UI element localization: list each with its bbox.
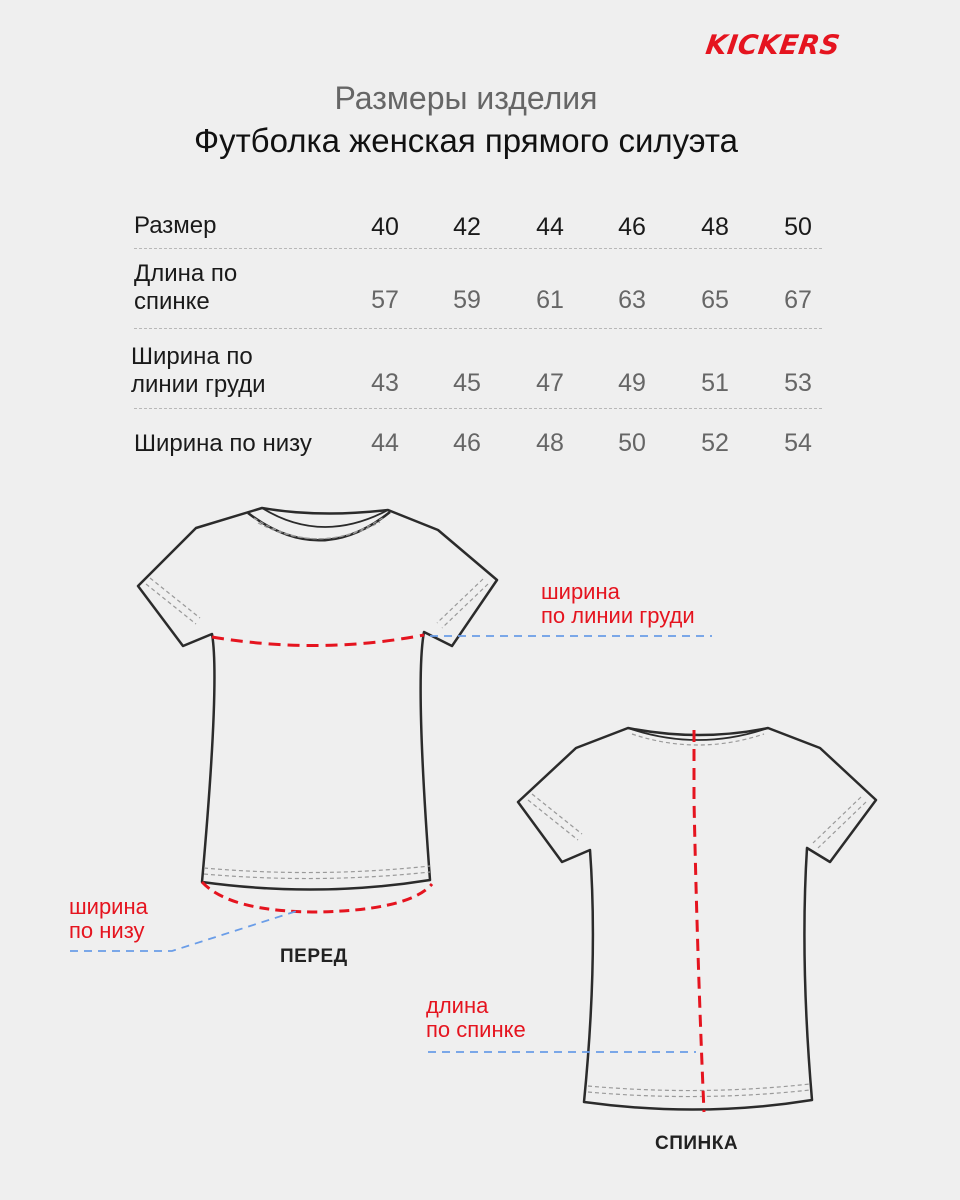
chest-width-annotation	[541, 580, 695, 628]
table-cell: 65	[701, 286, 729, 314]
size-header-cell: 48	[701, 213, 729, 241]
front-tshirt-drawing	[138, 508, 497, 890]
hem-width-annotation	[69, 895, 148, 943]
annotation-line: по низу	[69, 918, 145, 943]
table-cell: 61	[536, 286, 564, 314]
row-label-line: спинке	[134, 288, 210, 315]
table-cell: 45	[453, 369, 481, 397]
annotation-line: по спинке	[426, 1017, 526, 1042]
annotation-line: длина	[426, 993, 489, 1018]
table-cell: 50	[618, 429, 646, 457]
table-cell: 49	[618, 369, 646, 397]
front-view-label: ПЕРЕД	[280, 946, 348, 967]
page-subtitle: Размеры изделия	[334, 80, 598, 116]
table-cell: 51	[701, 369, 729, 397]
table-cell: 47	[536, 369, 564, 397]
size-header-cell: 42	[453, 213, 481, 241]
table-cell: 63	[618, 286, 646, 314]
back-length-annotation	[426, 994, 526, 1042]
page-title: Футболка женская прямого силуэта	[193, 122, 738, 159]
annotation-line: ширина	[69, 894, 148, 919]
annotation-line: ширина	[541, 579, 620, 604]
table-cell: 46	[453, 429, 481, 457]
table-cell: 52	[701, 429, 729, 457]
size-header-label: Размер	[134, 212, 217, 239]
table-cell: 54	[784, 429, 812, 457]
size-header-cell: 50	[784, 213, 812, 241]
table-cell: 44	[371, 429, 399, 457]
table-cell: 57	[371, 286, 399, 314]
back-view-label: СПИНКА	[655, 1133, 739, 1154]
row-label-line: линии груди	[131, 371, 266, 398]
table-cell: 67	[784, 286, 812, 314]
row-label: Ширина по низу	[134, 430, 312, 457]
annotation-line: по линии груди	[541, 603, 695, 628]
table-cell: 59	[453, 286, 481, 314]
row-label-line: Длина по	[134, 260, 238, 287]
row-label-line: Ширина по	[131, 343, 253, 370]
size-header-cell: 40	[371, 213, 399, 241]
table-cell: 48	[536, 429, 564, 457]
size-header-cell: 44	[536, 213, 564, 241]
table-cell: 43	[371, 369, 399, 397]
brand-logo: KICKERS	[703, 30, 843, 61]
table-cell: 53	[784, 369, 812, 397]
size-header-cell: 46	[618, 213, 646, 241]
